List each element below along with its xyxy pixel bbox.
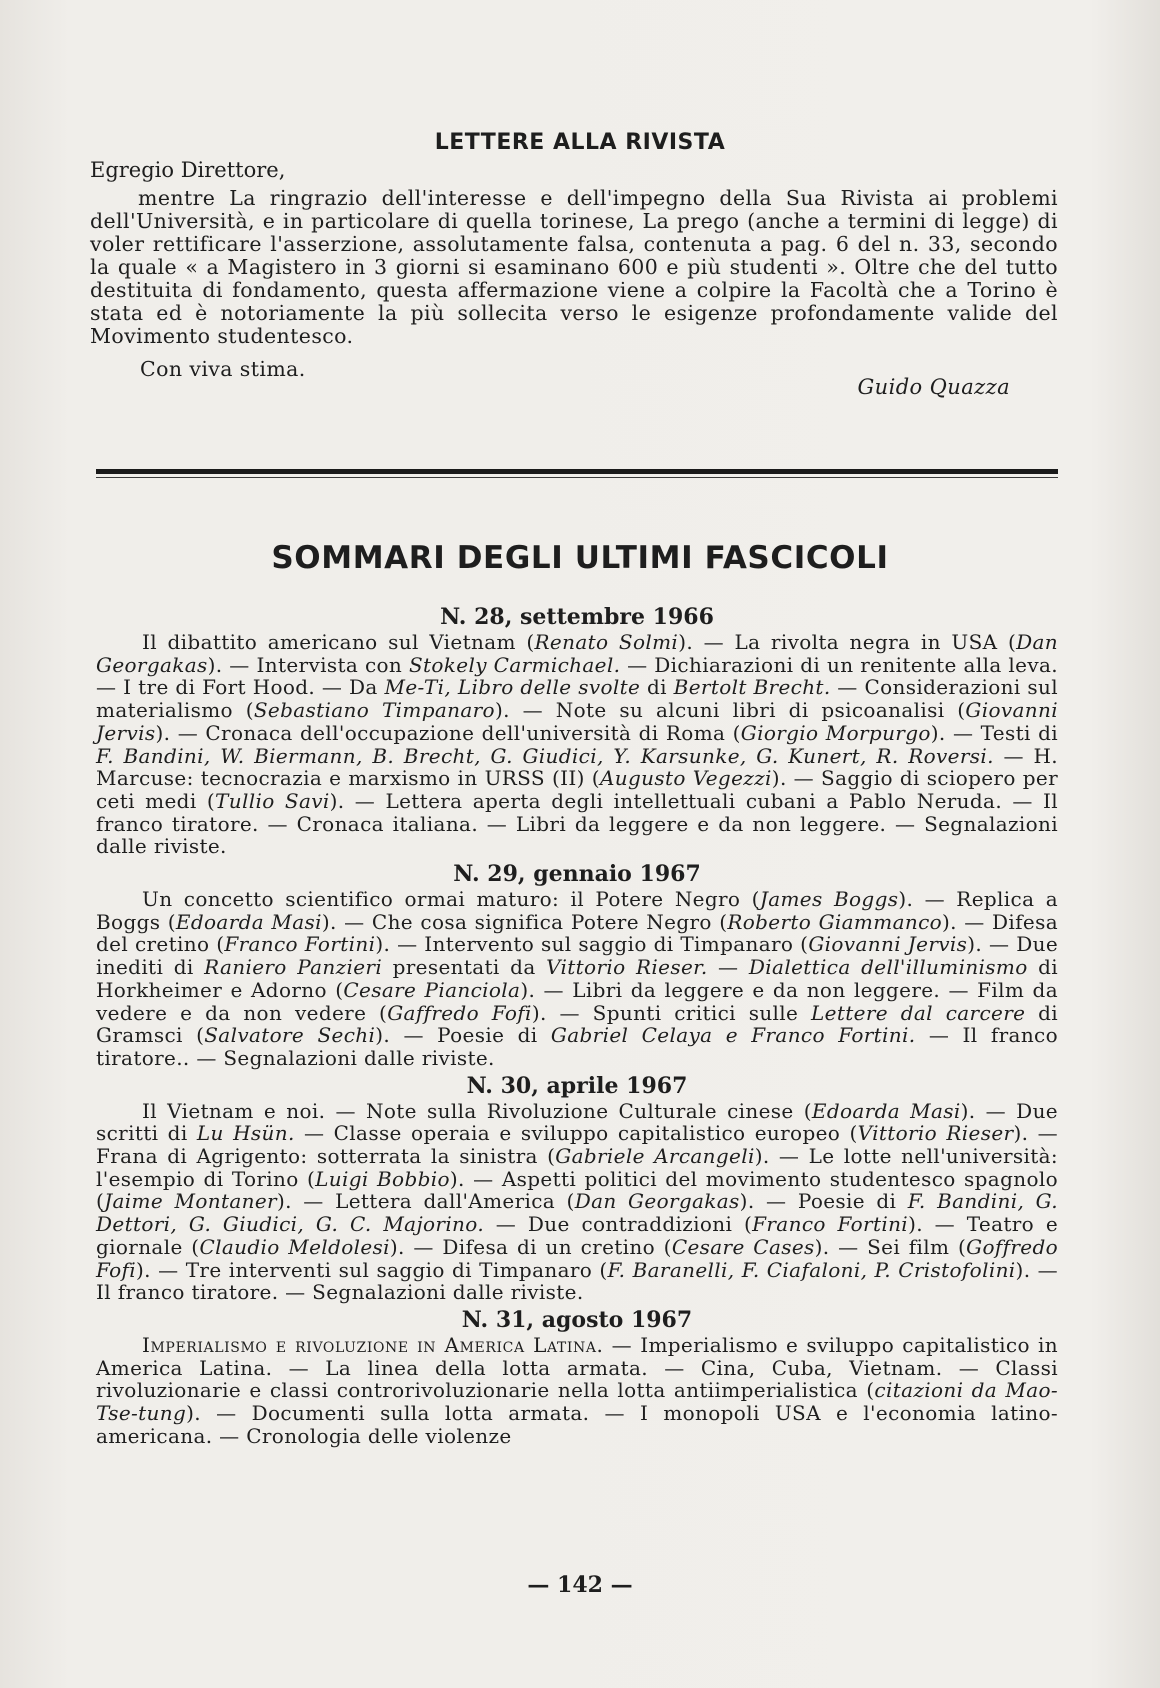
issue-contents [96,631,1058,858]
text-segment: ). — Testi di [930,720,1058,745]
text-segment: — [707,955,749,980]
text-segment: ). — Il franco tiratore. — Segnalazioni dalle riviste. [96,1257,1058,1305]
text-segment: presentati da [382,955,547,980]
section-divider-thin [96,477,1058,478]
italic-segment: Gabriel Celaya e Franco Fortini. [550,1023,916,1048]
italic-segment: Luigi Bobbio [315,1166,450,1191]
italic-segment: Claudio Meldolesi [199,1234,390,1259]
issues-list [96,603,1058,1450]
italic-segment: Giovanni Jervis [808,932,968,957]
italic-segment: Franco Fortini [224,932,376,957]
issue-title: N. 29, gennaio 1967 [453,861,701,888]
text-segment: ). — Intervista con [207,652,409,677]
text-segment: ). — Lettera aperta degli intellettuali cubani a Pablo Neruda. — Il franco tiratore. — Cronaca italiana. — Libri da leggere e da non leggere. — Segnalazioni dalle riviste. [96,788,1058,859]
text-segment: di Horkheimer e Adorno ( [96,955,1059,1002]
issue-28 [96,603,1058,858]
italic-segment: Roberto Giammanco [727,909,943,934]
italic-segment: F. Bandini, G. Dettori, G. Giudici, G. C. Majorino. [96,1189,1058,1237]
italic-segment: Goffredo Fofi [96,1234,1058,1282]
text-segment: di [640,675,674,700]
letter-signature: Guido Quazza [857,375,1010,399]
italic-segment: Renato Solmi [534,630,679,654]
text-segment: ). — Che cosa significa Potere Negro ( [321,909,728,934]
italic-segment: Augusto Vegezzi [599,766,772,791]
italic-segment: Dialettica dell'illuminismo [748,955,1028,980]
issue-contents [96,1334,1058,1448]
text-segment: di Gramsci ( [96,1000,1059,1048]
italic-segment: Edoarda Masi [811,1098,961,1123]
text-segment: ). — Due scritti di [96,1098,1058,1146]
italic-segment: F. Baranelli, F. Ciafaloni, P. Cristofolini [607,1257,1016,1282]
text-segment: — Due contraddizioni ( [484,1212,753,1237]
italic-segment: Tullio Savi [215,788,330,813]
text-segment: ). — Difesa del cretino ( [96,909,1058,957]
italic-segment: Gabriele Arcangeli [555,1144,755,1169]
italic-segment: Me-Ti, Libro delle svolte [384,675,641,700]
italic-segment: Vittorio Rieser [857,1121,1014,1146]
text-segment: ). — Poesie di [375,1023,551,1048]
smallcaps-segment: Imperialismo e rivoluzione in America Latina. [142,1332,604,1357]
text-segment: ). — Saggio di sciopero per ceti medi ( [96,766,1059,813]
summaries-title: SOMMARI DEGLI ULTIMI FASCICOLI [271,540,889,576]
italic-segment: Edoarda Masi [175,909,322,934]
issue-title: N. 30, aprile 1967 [466,1072,688,1099]
issue-29 [96,860,1058,1070]
letter-closing: Con viva stima. [140,357,306,381]
italic-segment: Gaffredo Fofi [387,1000,532,1025]
text-segment: Il dibattito americano sul Vietnam ( [142,630,535,654]
text-segment: ). — Cronaca dell'occupazione dell'università di Roma ( [155,720,741,745]
italic-segment: Cesare Pianciola [343,977,521,1002]
italic-segment: Cesare Cases [671,1234,815,1259]
issue-contents [96,1100,1058,1304]
italic-segment: Stokely Carmichael. [408,652,621,677]
italic-segment: Dan Georgakas [96,630,1058,677]
italic-segment: Raniero Panzieri [204,955,383,980]
issue-31 [96,1306,1058,1448]
letters-heading: LETTERE ALLA RIVISTA [434,130,726,155]
text-segment: — Classe operaia e sviluppo capitalistico europeo ( [294,1121,858,1146]
text-segment: Un concetto scientifico ormai maturo: il Potere Negro ( [142,887,760,912]
text-segment: ). — Le lotte nell'università: l'esempio di Torino ( [96,1144,1058,1191]
italic-segment: F. Bandini, W. Biermann, B. Brecht, G. Giudici, Y. Karsunke, G. Kunert, R. Roversi. [96,743,994,768]
italic-segment: Salvatore Sechi [204,1023,376,1048]
text-segment: ). — Sei film ( [814,1234,967,1259]
text-segment: ). — Spunti critici sulle [531,1000,812,1025]
text-segment: ). — La rivolta negra in USA ( [678,630,1017,654]
issue-title: N. 31, agosto 1967 [461,1306,693,1333]
text-segment: ). — Aspetti politici del movimento studentesco spagnolo ( [96,1166,1058,1214]
italic-segment: Lu Hsün. [196,1121,295,1146]
text-segment: ). — Due inediti di [96,932,1059,980]
text-segment: ). — Replica a Boggs ( [96,887,1059,934]
text-segment: ). — Libri da leggere e da non leggere. — Film da vedere e da non vedere ( [96,977,1058,1025]
text-segment: Il Vietnam e noi. — Note sulla Rivoluzione Culturale cinese ( [142,1098,812,1123]
text-segment: — H. Marcuse: tecnocrazia e marxismo in URSS (II) ( [96,743,1059,791]
italic-segment: Giorgio Morpurgo [740,720,931,745]
italic-segment: Sebastiano Timpanaro [253,698,495,723]
italic-segment: Jaime Montaner [104,1189,277,1214]
italic-segment: Lettere dal carcere [811,1000,1026,1025]
text-segment: ). — Note su alcuni libri di psicoanalisi ( [494,698,966,723]
issue-title: N. 28, settembre 1966 [440,604,714,630]
letter-body: mentre La ringrazio dell'interesse e dell'impegno della Sua Rivista ai problemi dell'Università, e in particolare di quella torinese, La prego (anche a termini di legge) di voler rettificare l'asserzione, assolutamente falsa, contenuta a pag. 6 del n. 33, secondo la quale « a Magistero in 3 giorni si esaminano 600 e più studenti ». Oltre che del tutto destituita di fondamento, questa affermazione viene a colpire la Facoltà che a Torino è stata ed è notoriamente la più sollecita verso le esigenze profondamente valide del Movimento studentesco. [90,186,1058,348]
italic-segment: Dan Georgakas [574,1189,740,1214]
text-segment: — Il franco tiratore.. — Segnalazioni dalle riviste. [96,1023,1059,1070]
text-segment: ). — Difesa di un cretino ( [389,1234,672,1259]
text-segment: ). — Lettera dall'America ( [276,1189,575,1214]
text-segment: — Considerazioni sul materialismo ( [96,675,1058,723]
text-segment: — Dichiarazioni di un renitente alla leva. — I tre di Fort Hood. — Da [96,652,1058,700]
italic-segment: Giovanni Jervis [96,698,1059,745]
issue-contents [96,888,1058,1070]
italic-segment: Franco Fortini [752,1212,909,1237]
issue-30 [96,1072,1058,1304]
text-segment: ). — Documenti sulla lotta armata. — I monopoli USA e l'economia latino-americana. — Cronologia delle violenze [96,1401,1058,1448]
italic-segment: James Boggs [759,887,899,912]
section-divider [96,469,1058,474]
italic-segment: citazioni da Mao-Tse-tung [96,1378,1058,1426]
text-segment: ). — Tre interventi sul saggio di Timpanaro ( [136,1257,608,1282]
text-segment: ). — Frana di Agrigento: sotterrata la sinistra ( [96,1121,1058,1169]
text-segment: ). — Intervento sul saggio di Timpanaro ( [375,932,809,957]
page-number: — 142 — [527,1572,633,1598]
text-segment: ). — Poesie di [739,1189,908,1214]
italic-segment: Vittorio Rieser. [546,955,708,980]
letter-salutation: Egregio Direttore, [90,158,286,182]
text-segment: ). — Teatro e giornale ( [96,1212,1058,1259]
text-segment: — Imperialismo e sviluppo capitalistico in America Latina. — La linea della lotta armata. — Cina, Cuba, Vietnam. — Classi rivoluzionarie e classi controrivoluzionarie nella lotta antiimperialistica ( [96,1332,1058,1403]
italic-segment: Bertolt Brecht. [673,675,831,700]
